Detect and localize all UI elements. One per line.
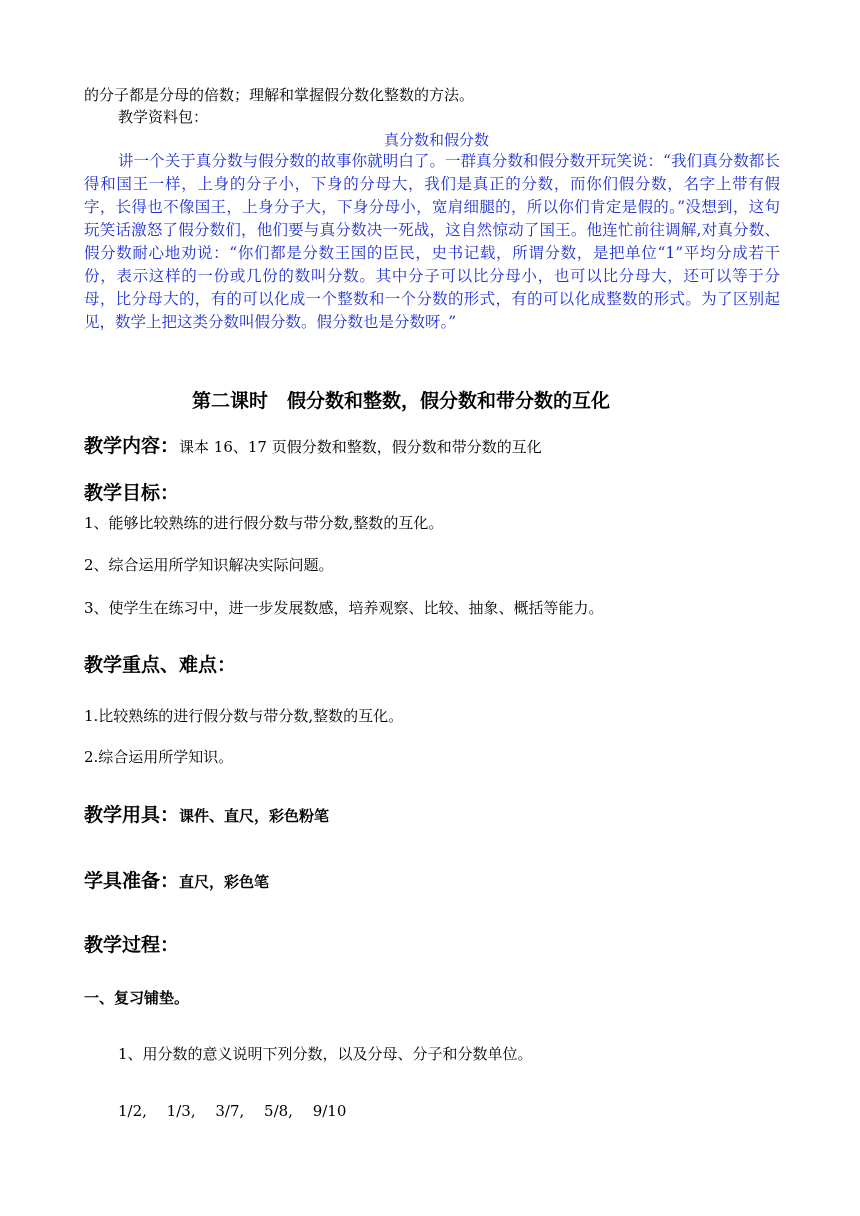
section-heading: 一、复习铺垫。 [84, 989, 190, 1007]
story-title: 真分数和假分数 [384, 131, 490, 149]
intro-line: 的分子都是分母的倍数；理解和掌握假分数化整数的方法。 [84, 86, 475, 104]
student-prep-value: 直尺，彩色笔 [179, 873, 270, 891]
objectives-heading: 教学目标： [84, 482, 180, 504]
resource-label: 教学资料包： [118, 108, 209, 126]
tools-value: 课件、直尺，彩色粉笔 [179, 807, 330, 825]
key-point-item: 1.比较熟练的进行假分数与带分数,整数的互化。 [84, 707, 404, 725]
story-paragraph: 讲一个关于真分数与假分数的故事你就明白了。一群真分数和假分数开玩笑说：“我们真分数都长得和国王一样，上身的分子小，下身的分母大，我们是真正的分数，而你们假分数，名字上带有假字，长得也不像国王，上身分子大，下身分母小，宽肩细腿的，所以你们肯定是假的。”没想到，这句玩笑话激怒了假分数们，他们要与真分数决一死战，这自然惊动了国王。他连忙前往调解,对真分数、假分数耐心地劝说：“你们都是分数王国的臣民，史书记载，所谓分数，是把单位“1”平均分成若干份，表示这样的一份或几份的数叫分数。其中分子可以比分母小，也可以比分母大，还可以等于分母，比分母大的，有的可以化成一个整数和一个分数的形式，有的可以化成整数的形式。为了区别起见，数学上把这类分数叫假分数。假分数也是分数呀。” [84, 152, 780, 331]
student-prep-label: 学具准备： [84, 870, 180, 892]
tools-label: 教学用具： [84, 804, 180, 826]
tools-row [84, 800, 329, 827]
task-text: 1、用分数的意义说明下列分数，以及分母、分子和分数单位。 [118, 1045, 533, 1063]
content-row [84, 431, 542, 458]
key-point-item: 2.综合运用所学知识。 [84, 748, 234, 766]
objective-item: 1、能够比较熟练的进行假分数与带分数,整数的互化。 [84, 514, 444, 532]
objective-item: 3、使学生在练习中，进一步发展数感，培养观察、比较、抽象、概括等能力。 [84, 599, 604, 617]
process-heading: 教学过程： [84, 934, 180, 956]
content-label: 教学内容： [84, 435, 180, 457]
student-prep-row [84, 866, 269, 893]
fraction-list: 1/2, 1/3, 3/7, 5/8, 9/10 [118, 1102, 347, 1120]
objective-item: 2、综合运用所学知识解决实际问题。 [84, 556, 334, 574]
content-value: 课本 16、17 页假分数和整数，假分数和带分数的互化 [179, 438, 542, 456]
key-points-heading: 教学重点、难点： [84, 654, 237, 676]
lesson-title: 第二课时 假分数和整数，假分数和带分数的互化 [192, 390, 611, 412]
